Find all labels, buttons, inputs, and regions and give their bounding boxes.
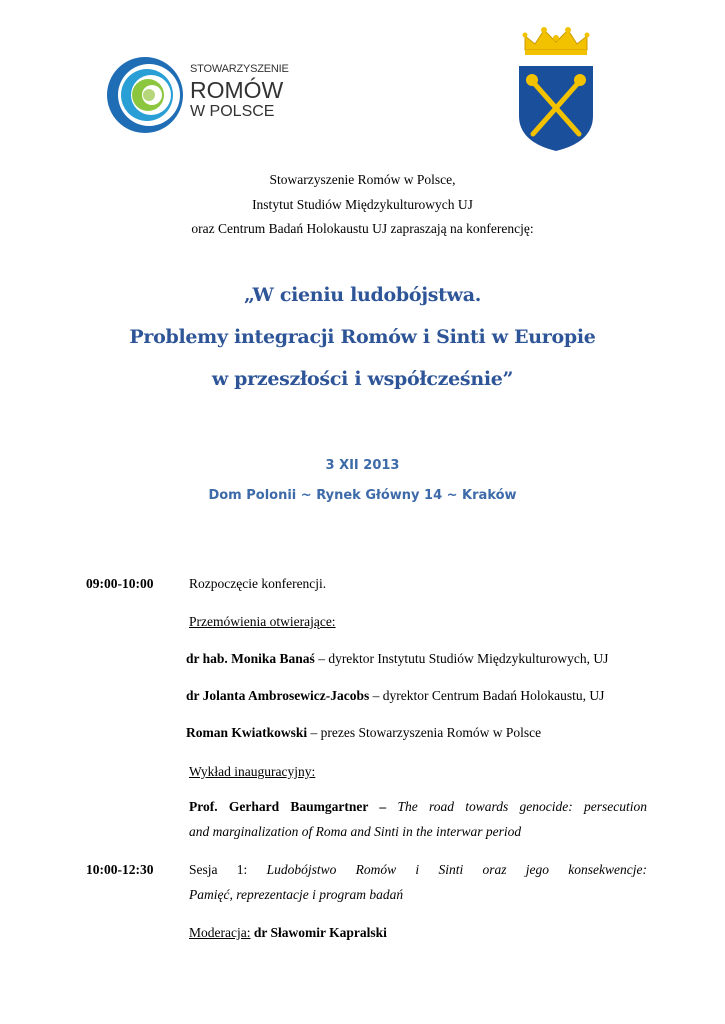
lecture-heading: Wykład inauguracyjny: [189,764,316,779]
speaker-role: – dyrektor Instytutu Studiów Międzykulturowych, UJ [314,651,609,666]
lecture-line-1 [189,799,647,815]
session-line-1 [189,862,647,878]
speeches-heading: Przemówienia otwierające: [189,614,336,629]
slot2-time: 10:00-12:30 [86,862,154,877]
intro-line-2: Instytut Studiów Międzykulturowych UJ [252,197,473,212]
conference-title-line-2: Problemy integracji Romów i Sinti w Europie [129,326,596,348]
slot1-opening: Rozpoczęcie konferencji. [189,576,327,591]
moderation-label: Moderacja: [189,925,251,940]
speaker-name: Roman Kwiatkowski [186,725,308,740]
logo-line-2: ROMÓW [190,77,284,103]
speaker-role: – dyrektor Centrum Badań Holokaustu, UJ [369,688,605,703]
association-logo-text [190,64,289,120]
speaker-name: dr hab. Monika Banaś [186,651,315,666]
session-title-part-2: Pamięć, reprezentacje i program badań [189,887,404,902]
speaker-row-3 [186,725,541,741]
speaker-name: dr Jolanta Ambrosewicz-Jacobs [186,688,370,703]
conference-title-line-1: „W cieniu ludobójstwa. [243,284,482,306]
intro-line-1: Stowarzyszenie Romów w Polsce, [269,172,456,187]
conference-venue: Dom Polonii ~ Rynek Główny 14 ~ Kraków [208,488,517,503]
lecture-speaker: Prof. Gerhard Baumgartner – [189,799,387,814]
logo-rings-icon [107,57,183,133]
logo-line-3: W POLSCE [190,103,275,120]
intro-line-3: oraz Centrum Badań Holokaustu UJ zapraszają na konferencję: [191,221,534,236]
lecture-title-part-2: and marginalization of Roma and Sinti in the interwar period [189,824,522,839]
speaker-row-2 [186,688,604,704]
logo-line-1: STOWARZYSZENIE [190,63,289,75]
moderator-name: dr Sławomir Kapralski [253,925,387,940]
moderation-row [189,925,387,941]
university-crest-icon [517,24,595,152]
lecture-title-part-1: The road towards genocide: persecution [397,799,648,814]
conference-date: 3 XII 2013 [325,458,400,473]
session-title-part-1: Ludobójstwo Romów i Sinti oraz jego konsekwencje: [266,862,648,877]
speaker-role: – prezes Stowarzyszenia Romów w Polsce [307,725,542,740]
slot1-time: 09:00-10:00 [86,576,154,591]
session-label: Sesja 1: [189,862,248,877]
speaker-row-1 [186,651,608,667]
conference-title-line-3: w przeszłości i współcześnie” [211,368,514,390]
